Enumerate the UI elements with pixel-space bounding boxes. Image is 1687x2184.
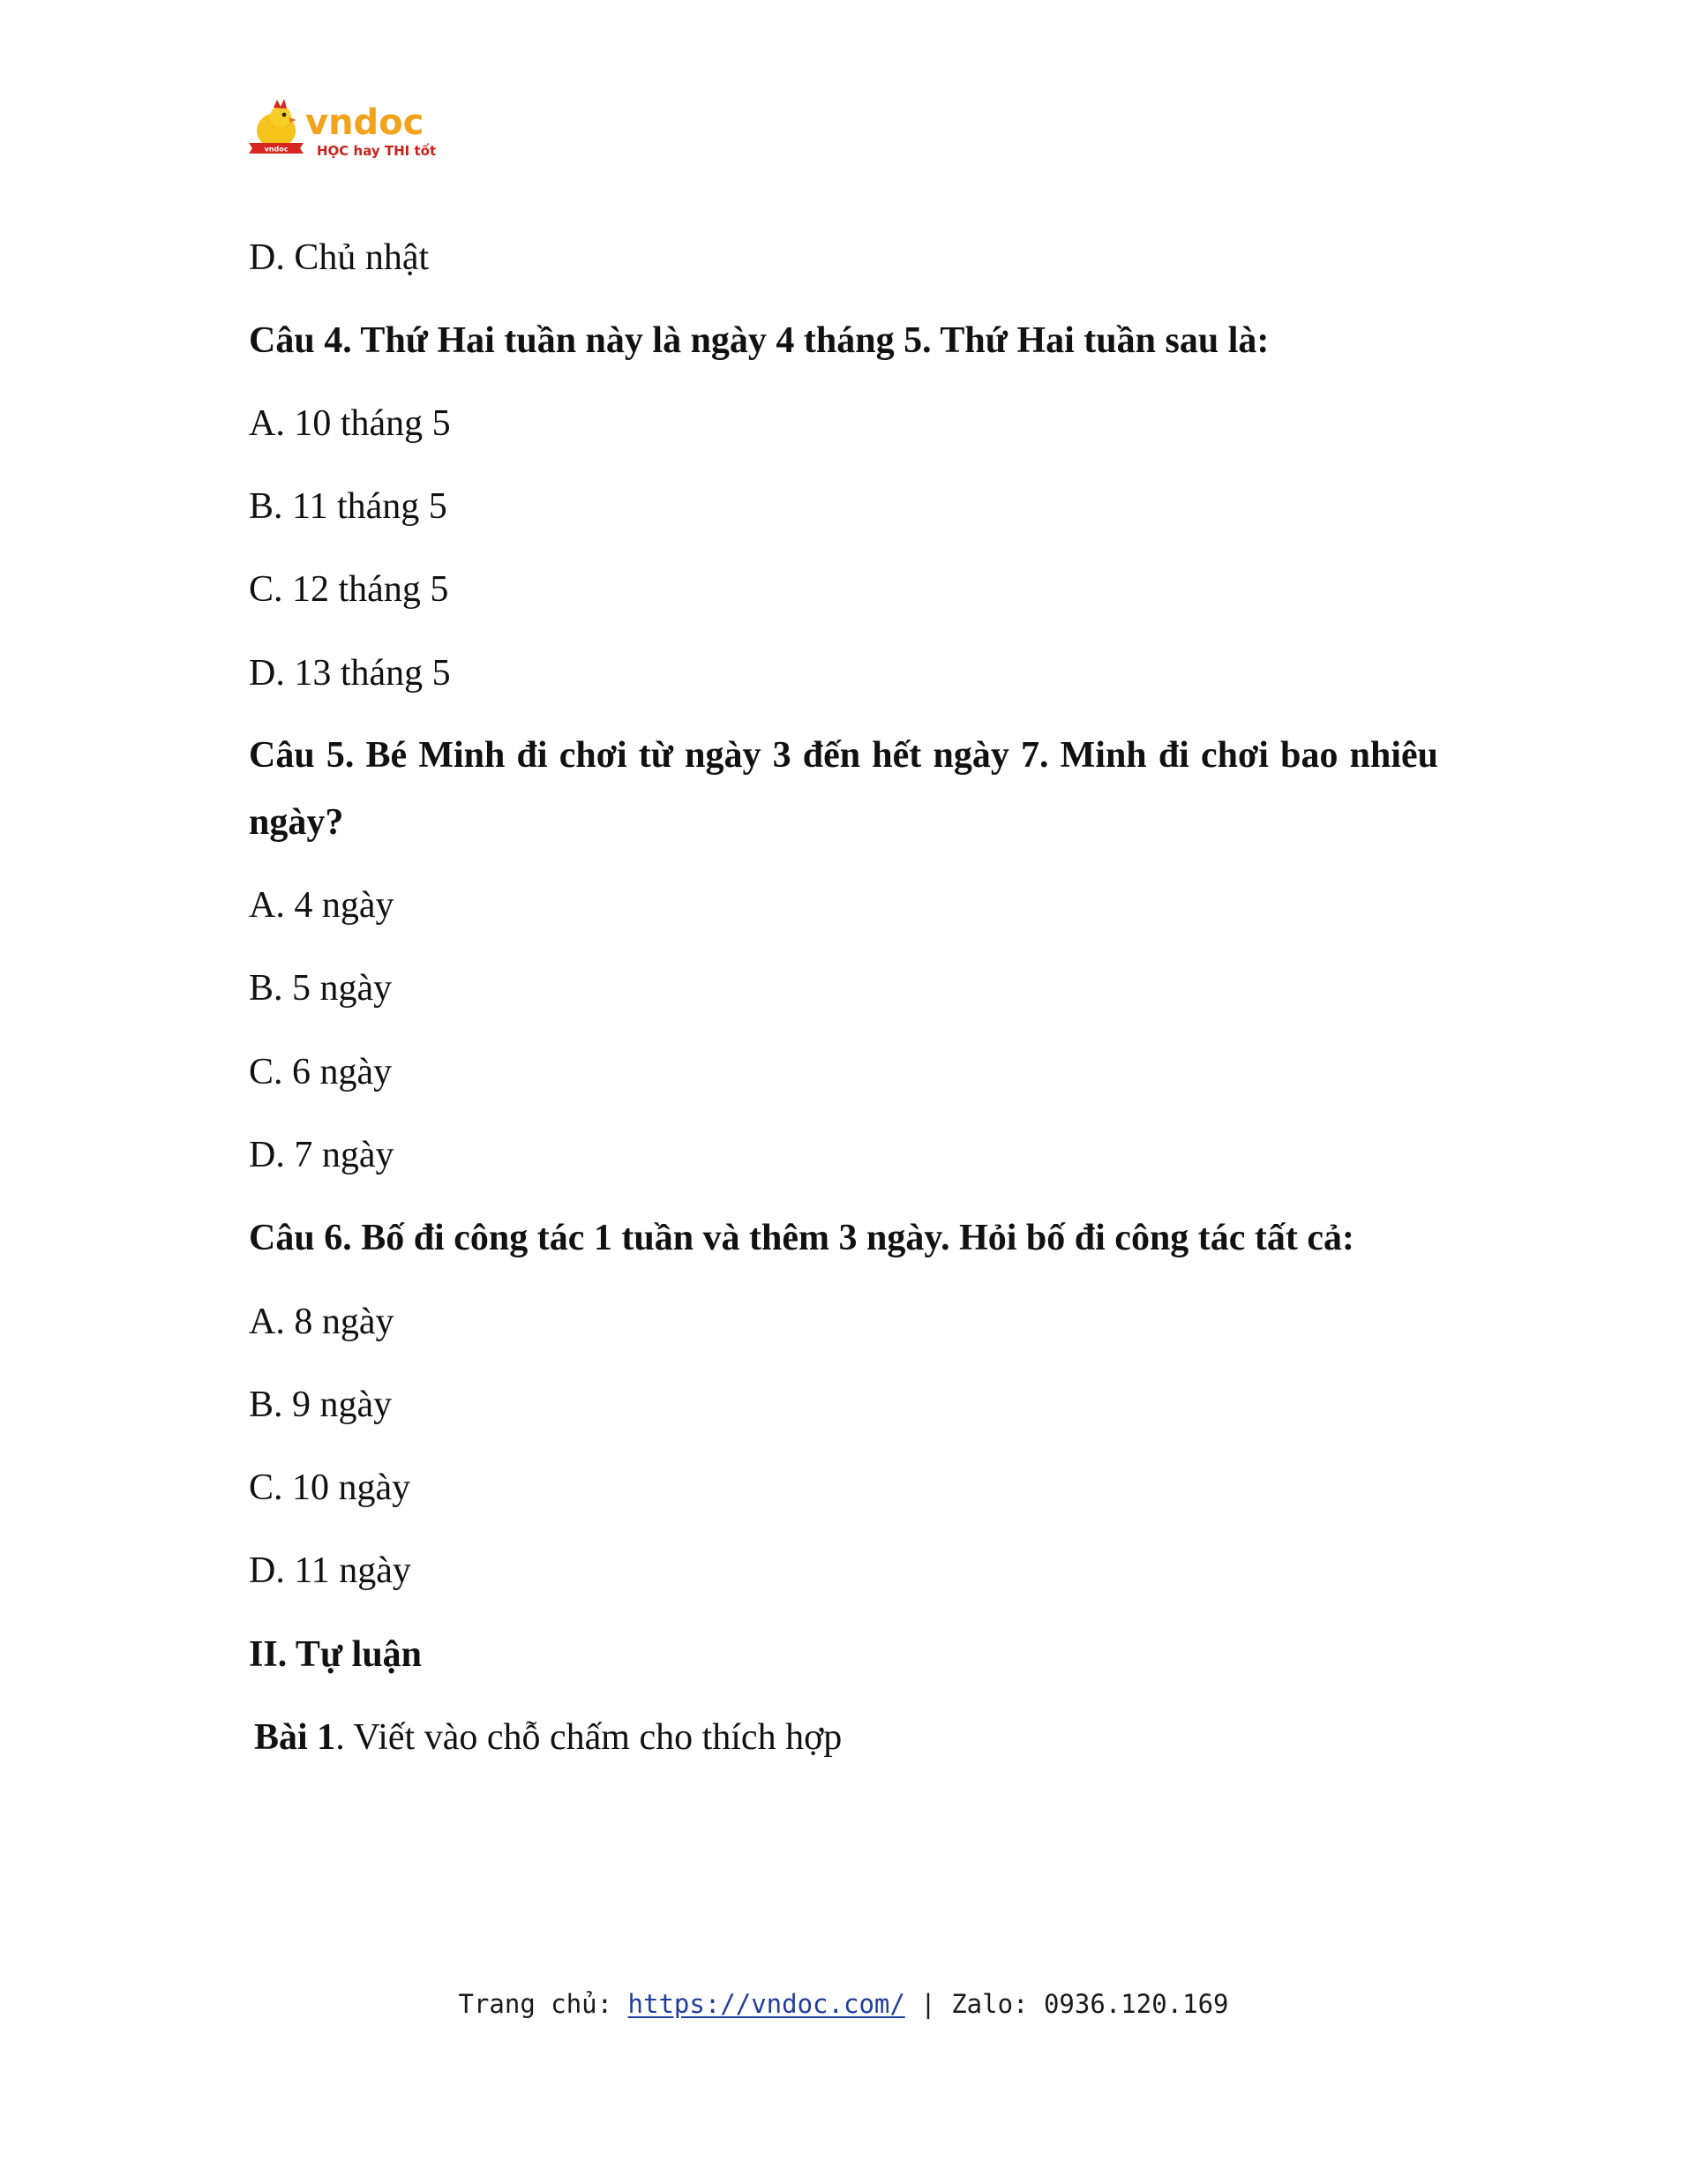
vndoc-logo — [247, 95, 468, 166]
mascot-head-shape — [270, 106, 291, 127]
q4-option-c: C. 12 tháng 5 — [249, 569, 449, 610]
footer-separator: | — [904, 1989, 952, 2019]
q5-option-c: C. 6 ngày — [249, 1052, 393, 1092]
q3-option-d: D. Chủ nhật — [249, 237, 430, 278]
q5-option-b: B. 5 ngày — [249, 968, 393, 1009]
footer-homepage-link[interactable]: https://vndoc.com/ — [627, 1989, 905, 2019]
q6-option-a: A. 8 ngày — [249, 1302, 394, 1342]
q6-option-b: B. 9 ngày — [249, 1385, 393, 1425]
q6-option-d: D. 11 ngày — [249, 1550, 411, 1591]
logo-graphic — [247, 95, 468, 166]
footer-homepage-label: Trang chủ: — [458, 1989, 628, 2019]
question-5-title: Câu 5. Bé Minh đi chơi từ ngày 3 đến hết ngày 7. Minh đi chơi bao nhiêu ngày? — [249, 735, 1438, 843]
mascot-eye-shape — [282, 113, 287, 117]
logo-tagline-text: HỌC hay THI tốt — [317, 143, 437, 159]
svg-text:vndoc: vndoc — [264, 145, 289, 154]
q6-option-c: C. 10 ngày — [249, 1467, 411, 1508]
question-4-title: Câu 4. Thứ Hai tuần này là ngày 4 tháng 5. Thứ Hai tuần sau là: — [249, 320, 1270, 361]
q4-option-d: D. 13 tháng 5 — [249, 653, 451, 694]
logo-brand-text: vndoc — [305, 102, 424, 143]
section-title-tu-luan: II. Tự luận — [249, 1634, 423, 1675]
q5-option-d: D. 7 ngày — [249, 1135, 394, 1175]
page-footer — [0, 1989, 1687, 2019]
footer-zalo-contact: Zalo: 0936.120.169 — [951, 1989, 1229, 2019]
exercise-1-label: Bài 1 — [254, 1717, 336, 1758]
q5-option-a: A. 4 ngày — [249, 885, 394, 926]
exercise-1-text: . Viết vào chỗ chấm cho thích hợp — [335, 1717, 843, 1758]
question-6-title: Câu 6. Bố đi công tác 1 tuần và thêm 3 ngày. Hỏi bố đi công tác tất cả: — [249, 1218, 1355, 1258]
mascot-comb-shape — [274, 99, 287, 109]
q4-option-b: B. 11 tháng 5 — [249, 486, 447, 527]
q4-option-a: A. 10 tháng 5 — [249, 403, 451, 444]
exercise-1-line — [254, 1715, 842, 1760]
